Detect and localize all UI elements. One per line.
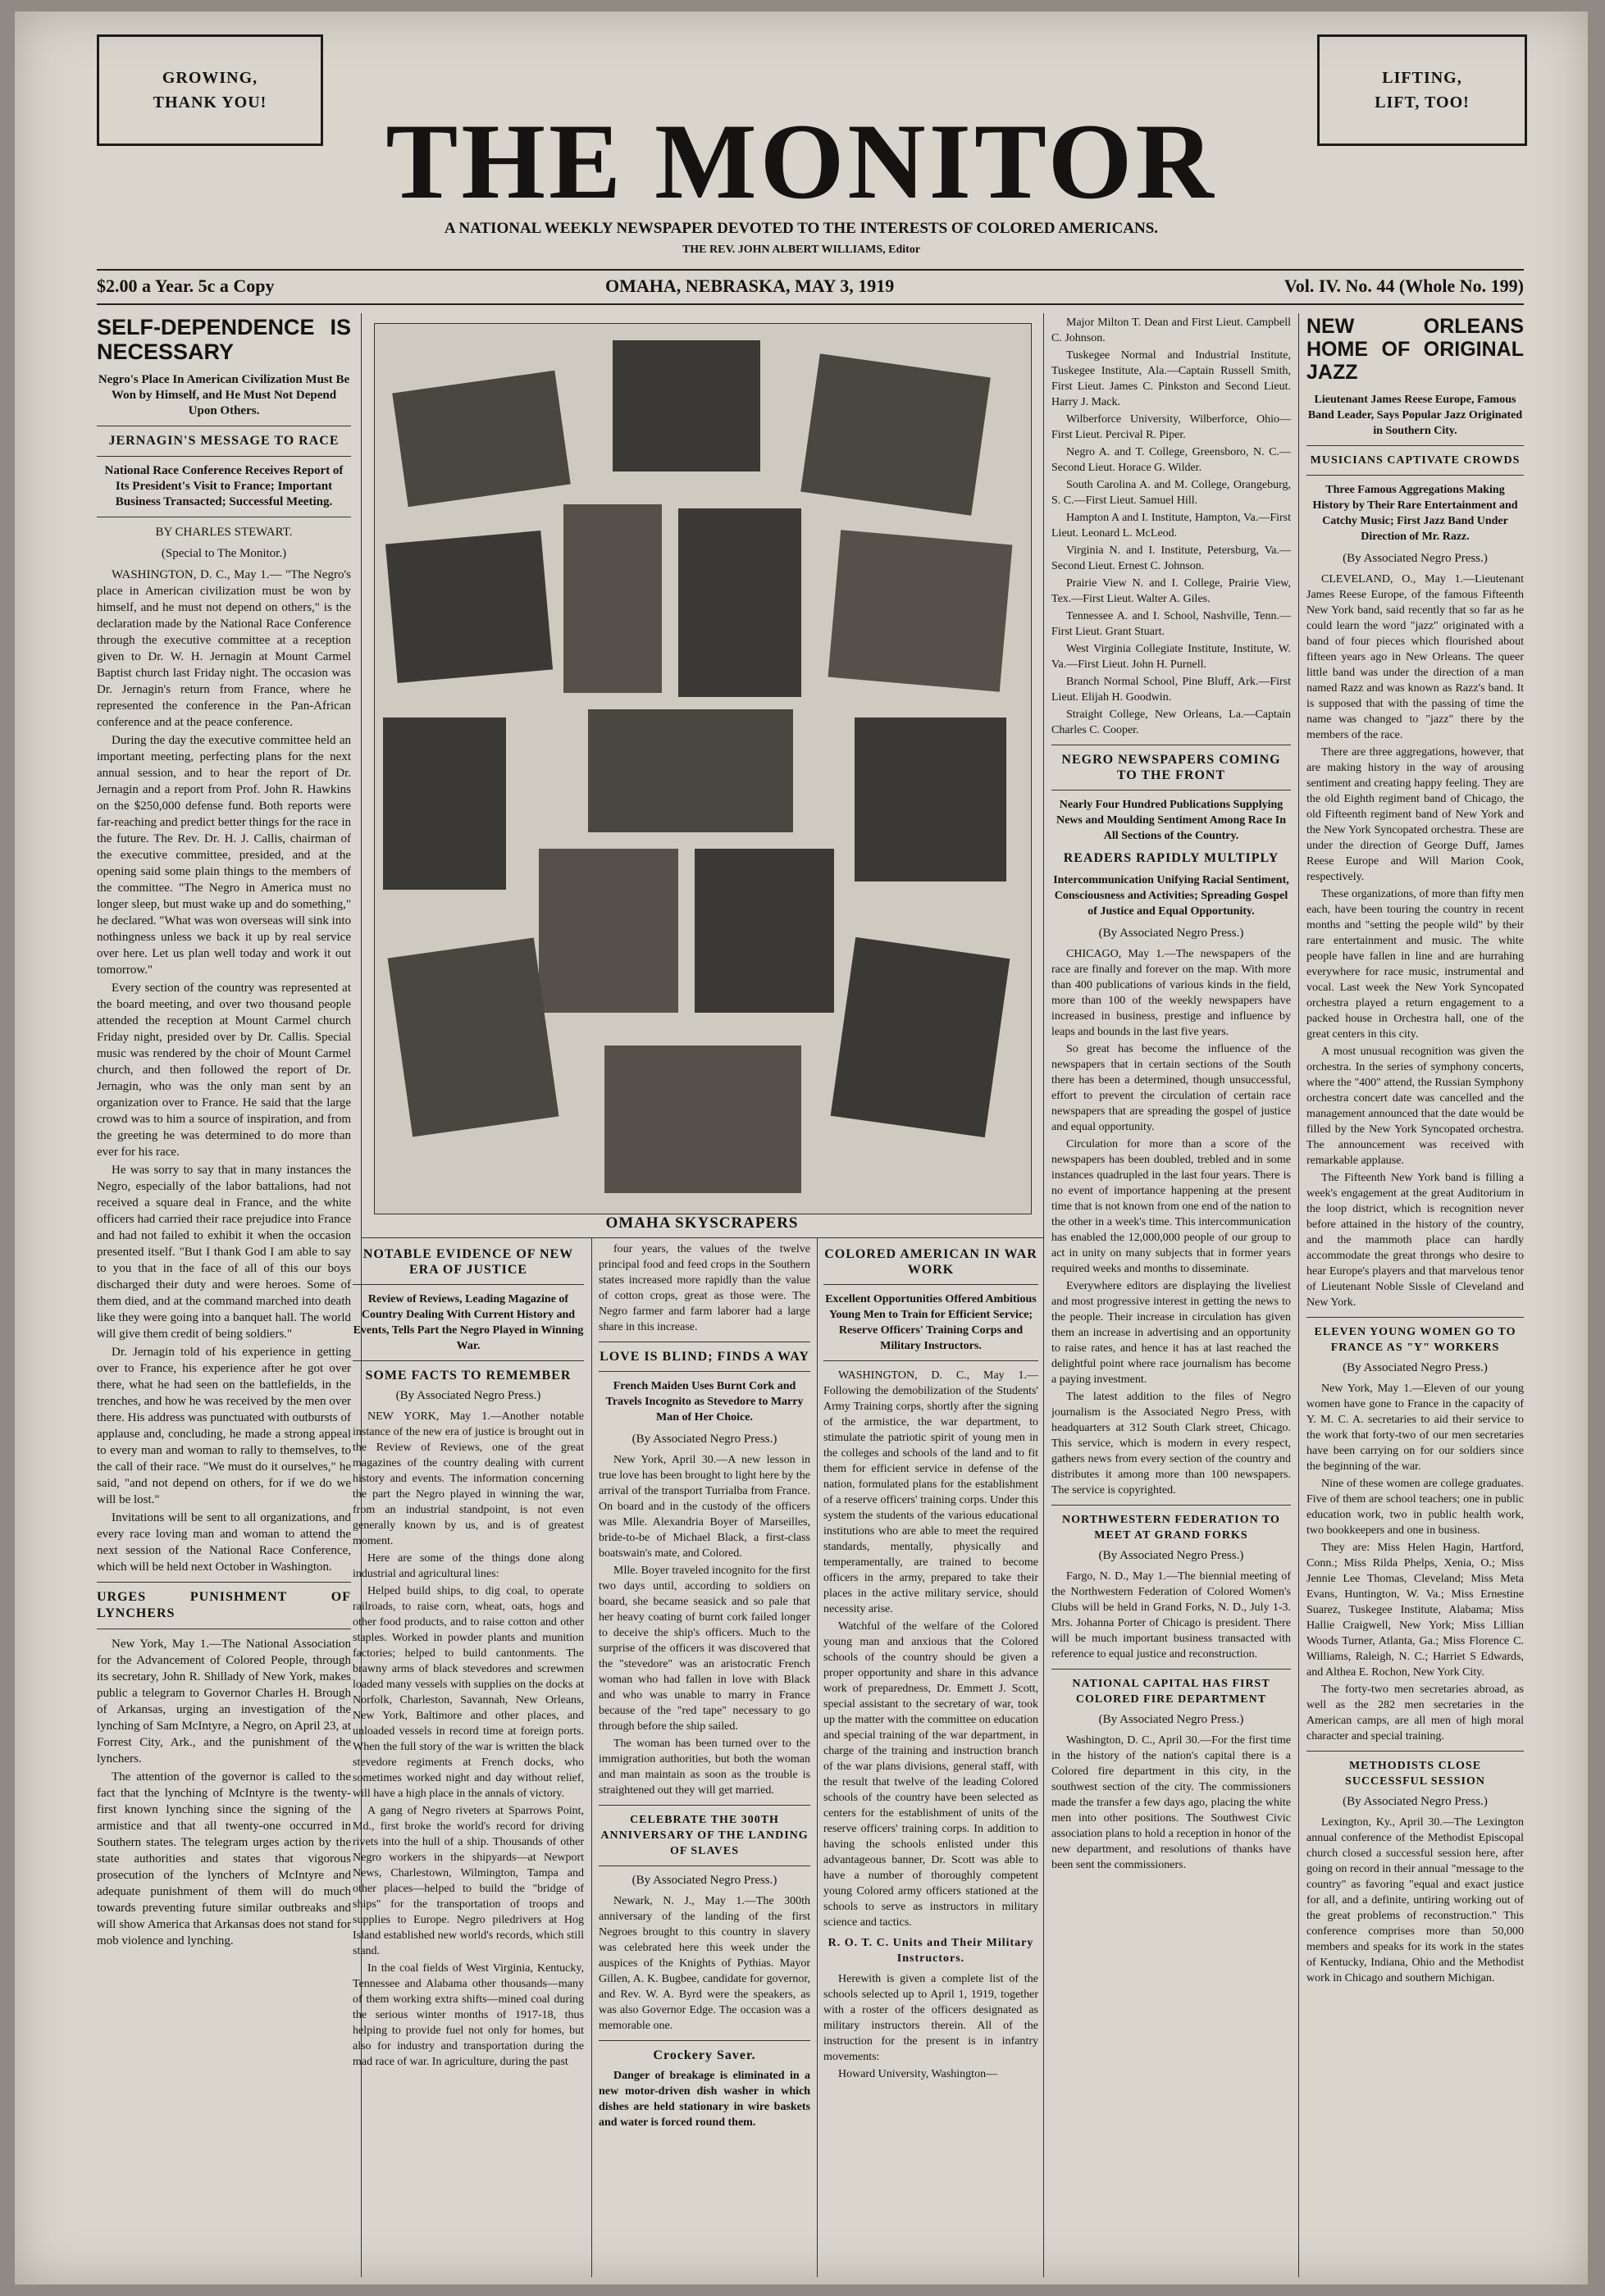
article-paragraph: A most unusual recognition was given the orchestra. In the series of symphony concerts, where the "400" attend, the Russian Symphony orchestra concert date was cancelled and the management announced that the date would be filled by the New York Syncopated orchestra. The announcement was received with remarkable applause. (1306, 1046, 1524, 1167)
list-item: Straight College, New Orleans, La.—Captain Charles C. Cooper. (1051, 708, 1291, 736)
horizontal-rule (361, 1237, 1044, 1238)
list-item: Tennessee A. and I. School, Nashville, Tenn.—First Lieut. Grant Stuart. (1051, 610, 1291, 638)
building-photo (613, 340, 760, 472)
article-paragraph: He was sorry to say that in many instances the Negro, especially of the labor battalions, had not received a square deal in France, and the white officers had carried their race prejudice into France and had not failed to exhibit it when the occasion presented itself. "But I thank God I am able to say to you that in the face of all of this our boys discharged their duty and were heroes. Some of them died, and at the command marched into death like they were going into a banquet hall. The world will give them credit of being soldiers." (97, 1164, 351, 1341)
list-item: South Carolina A. and M. College, Orangeburg, S. C.—First Lieut. Samuel Hill. (1051, 479, 1291, 507)
press-credit: (By Associated Negro Press.) (1098, 1713, 1244, 1726)
deck: Intercommunication Unifying Racial Sentiment, Consciousness and Activities; Spreading Gospel of Justice and Equal Opportunity. (1053, 874, 1289, 918)
editor-line: THE REV. JOHN ALBERT WILLIAMS, Editor (682, 244, 921, 256)
list-item: Hampton A and I. Institute, Hampton, Va.—First Lieut. Leonard L. McLeod. (1051, 512, 1291, 540)
article-paragraph: New York, May 1.—The National Association for the Advancement of Colored People, through its secretary, John R. Shillady of New York, makes public a telegram to Governor Charles H. Brough of Arkansas, urging an investigation of the lynching of Sam McIntyre, a Negro, on April 23, at Forrest City, Ark., and the punishment of the lynchers. (97, 1638, 351, 1765)
rule (97, 1582, 351, 1583)
list-item: Prairie View N. and I. College, Prairie View, Tex.—First Lieut. Walter A. Giles. (1051, 577, 1291, 605)
article-paragraph: WASHINGTON, D. C., May 1.— Following the demobilization of the Students' Army Training corps, shortly after the signing of the armistice, the war department, to stimulate the patriotic spirit of young men in the colleges and schools of the land and to fit them for efficient service in defense of the nation, formulated plans for the establishment of a reserve officers' training corps. Under this system the students of the various educational institutions who are able to meet the required standards, mentally, physically and temperamentally, are trained to become officers in the army, prepared to take their places in the active military service, should necessity arise. (823, 1369, 1038, 1615)
headline-northwestern-federation: NORTHWESTERN FEDERATION TO MEET AT GRAND FORKS (1062, 1514, 1280, 1542)
deck: Lieutenant James Reese Europe, Famous Band Leader, Says Popular Jazz Originated in Southern City. (1307, 394, 1523, 437)
list-item: Negro A. and T. College, Greensboro, N. C.—Second Lieut. Horace G. Wilder. (1051, 446, 1291, 474)
headline-fire-department: NATIONAL CAPITAL HAS FIRST COLORED FIRE DEPARTMENT (1072, 1678, 1270, 1706)
article-paragraph: Mlle. Boyer traveled incognito for the first two days until, according to soldiers on board, she became seasick and so pale that her heavy coating of burnt cork failed longer to deceive the ship's officers. Much to the surprise of the officers it was discovered that the "stevedore" was an aristocratic French woman who had fallen in love with Black and who was unable to marry in France because of the "red tape" necessary to go through before the ship sailed. (599, 1565, 810, 1733)
subheadline-lynchers: URGES PUNISHMENT OF LYNCHERS (97, 1590, 351, 1620)
deck: French Maiden Uses Burnt Cork and Travels Incognito as Stevedore to Marry Man of Her Choice. (605, 1380, 804, 1424)
building-photo (539, 849, 678, 1013)
column-3 (599, 1241, 810, 2275)
subheadline: READERS RAPIDLY MULTIPLY (1063, 851, 1279, 865)
article-paragraph: A gang of Negro riveters at Sparrows Point, Md., first broke the world's record for driving rivets into the hull of a ship. Thousands of other Negro workers in the shipyards—at Newport News, Charlestown, Wilmington, Tampa and other places—helped to build the "bridge of ships" for the transportation of troops and supplies to Europe. Negro piledrivers at Hog Island established new world's records, which still stand. (353, 1805, 584, 1957)
rule (1051, 1669, 1291, 1670)
headline-original-jazz: NEW ORLEANS HOME OF ORIGINAL JAZZ (1306, 315, 1524, 384)
building-photo (383, 718, 506, 890)
article-paragraph: These organizations, of more than fifty men each, have been touring the country in recent months and "setting the people wild" by their rare entertainment and music. The white people have fallen in line and are hurrahing everywhere for race music, instrumental and vocal. Last week the New York Syncopated orchestra played a return engagement to a packed house in Orchestra hall, one of the great centers in this city. (1306, 888, 1524, 1041)
article-paragraph: Herewith is given a complete list of the schools selected up to April 1, 1919, together with a roster of the officers designated as military instructors therein. All of the instruction for the present is in infantry movements: (823, 1973, 1038, 2063)
press-credit: (By Associated Negro Press.) (1098, 1549, 1244, 1562)
article-paragraph: Helped build ships, to dig coal, to operate railroads, to raise corn, wheat, oats, hogs and other food products, and to raise cotton and other staples. Worked in powder plants and munition factories; helped to build cantonments. The brawny arms of black stevedores and screwmen loaded many vessels with supplies on the docks at Norfolk, Charleston, Savannah, New Orleans, New York, Baltimore and other places, and unloaded vessels in record time at foreign ports. When the full story of the war is written the black stevedore regiments at French docks, who sometimes worked night and day without relief, will have a high place in the annals of victory. (353, 1585, 584, 1800)
ear-right-line2: LIFT, TOO! (1375, 93, 1470, 112)
article-paragraph: The forty-two men secretaries abroad, as well as the 282 men secretaries in the American camps, are all men of high moral character and special training. (1306, 1683, 1524, 1742)
article-paragraph: CLEVELAND, O., May 1.—Lieutenant James Reese Europe, of the famous Fifteenth New York band, said recently that so far as he could learn the word "jazz" originated with a band of four pieces which flourished about fifteen years ago in New Orleans. The queer little band was under the direction of a man named Razz and was known as Razz's band. It is supposed that with the passing of time the name was changed to "jazz" there by the members of the race. (1306, 573, 1524, 741)
headline-300th-anniversary: CELEBRATE THE 300TH ANNIVERSARY OF THE LANDING OF SLAVES (600, 1814, 809, 1857)
article-paragraph: CHICAGO, May 1.—The newspapers of the race are finally and forever on the map. With more than 400 publications of various kinds in the field, more than 100 of the weekly newspapers have increased in business, prestige and influence by leaps and bounds in the last five years. (1051, 948, 1291, 1038)
article-paragraph: During the day the executive committee held an important meeting, perfecting plans for the next annual session, and to hear the report of Dr. Jernagin and a report from Prof. John R. Hawkins on the $250,000 defense fund. Both reports were far-reaching and predict better things for the race in the future. The Rev. Dr. H. J. Callis, chairman of the executive committee, presided, and at the opening said some plain things to the members of the committee. "The Negro in America must no longer sleep, but must wake up and do something," he declared. "What was won overseas will sink into nothingness unless we back it up by real service over here. Let us plan well today and work it out tomorrow." (97, 734, 351, 977)
building-photo (678, 508, 801, 697)
column-2 (353, 1241, 584, 2275)
rule (1306, 1751, 1524, 1752)
building-photo (388, 938, 559, 1137)
rule (1306, 475, 1524, 476)
article-paragraph: There are three aggregations, however, that are making history in the way of arousing sentiment and creating happy feeling. They are the old Eighth regiment band of Chicago, the old Fifteenth regiment band of New York and the New York Syncopated orchestra. These are under the direction of George Duff, James Reese Europe and Will Marion Cook, respectively. (1306, 746, 1524, 883)
building-photo (800, 353, 991, 516)
list-item: West Virginia Collegiate Institute, Institute, W. Va.—First Lieut. John H. Purnell. (1051, 643, 1291, 671)
special-note: (Special to The Monitor.) (161, 547, 287, 560)
ear-left-line2: THANK YOU! (153, 93, 267, 112)
place-date-text: OMAHA, NEBRASKA, MAY 3, 1919 (605, 276, 895, 296)
rule (599, 1371, 810, 1372)
headline-war-work: COLORED AMERICAN IN WAR WORK (824, 1247, 1037, 1277)
skyscraper-photo-collage (374, 323, 1032, 1214)
building-photo (855, 718, 1006, 882)
article-paragraph: The woman has been turned over to the immigration authorities, but both the woman and man maintain as soon as the trouble is straightened out they will get married. (599, 1738, 810, 1797)
masthead-subtitle: A NATIONAL WEEKLY NEWSPAPER DEVOTED TO THE INTERESTS OF COLORED AMERICANS. (444, 220, 1159, 237)
article-paragraph: Circulation for more than a score of the newspapers has been doubled, trebled and in some instances quadrupled in the last four years. There is no event of importance happening at the present time that is not known from one end of the nation to the other in a week's time. This intercommunication has enabled the 12,000,000 people of our group to act in unity on many subjects that in former years required weeks and months to disseminate. (1051, 1138, 1291, 1275)
press-credit: (By Associated Negro Press.) (632, 1433, 777, 1446)
price-text: $2.00 a Year. 5c a Copy (97, 276, 275, 296)
building-photo (588, 709, 793, 832)
article-paragraph: Dr. Jernagin told of his experience in getting over to France, his experience after he got over there, what he had seen on the battlefields, in the trenches, and how he was received by the men over there. His address was punctuated with outbursts of applause and, concluding, he made a strong appeal to every man and woman to rally to themselves, to the call of their race. "We must do it ourselves," he said, "and not depend on others, for if we do we will be lost." (97, 1346, 351, 1506)
crockery-saver-text: Danger of breakage is eliminated in a new motor-driven dish washer in which dishes are held stationary in wire baskets and water is forced round them. (599, 2070, 810, 2129)
list-item: Virginia N. and I. Institute, Petersburg, Va.—Second Lieut. Ernest C. Johnson. (1051, 544, 1291, 572)
rule (353, 1284, 584, 1285)
article-paragraph: They are: Miss Helen Hagin, Hartford, Conn.; Miss Rilda Phelps, Xenia, O.; Miss Jennie Lee Thomas, Cleveland; Miss Meta Evans, Huntington, W. Va.; Miss Ernestine Suarez, Tuskegee Institute, Alabama; Miss Hallie Craigwell, New York; Miss Lillian Woods Turner, Atlanta, Ga.; Miss Florence C. Williams, Raleigh, N. C.; Harriet S Edwards, and Althea E. Rochon, New York City. (1306, 1542, 1524, 1679)
deck: Negro's Place In American Civilization Must Be Won by Himself, and He Must Not Depend Upon Others. (98, 373, 350, 417)
building-photo (392, 371, 571, 507)
article-paragraph: Nine of these women are college graduates. Five of them are school teachers; one in public education work, two in public health work, two bookkeepers and one in business. (1306, 1478, 1524, 1537)
list-item: Tuskegee Normal and Industrial Institute, Tuskegee Institute, Ala.—Captain Russell Smith, First Lieut. James C. Pinkston and Second Lieut. Harry J. Mack. (1051, 349, 1291, 408)
article-paragraph: So great has become the influence of the newspapers that in certain sections of the South there has been a determined, though unsuccessful, effort to prevent the circulation of certain race newspapers that are spreading the gospel of justice and equal opportunity. (1051, 1043, 1291, 1133)
headline-self-dependence: SELF-DEPENDENCE IS NECESSARY (97, 315, 351, 364)
crockery-saver-head: Crockery Saver. (653, 2048, 756, 2062)
deck: National Race Conference Receives Report of Its President's Visit to France; Important Business Transacted; Successful Meeting. (104, 464, 344, 508)
headline-new-era-of-justice: NOTABLE EVIDENCE OF NEW ERA OF JUSTICE (362, 1247, 574, 1277)
subheadline-rotc: R. O. T. C. Units and Their Military Instructors. (828, 1937, 1034, 1965)
subheadline: SOME FACTS TO REMEMBER (365, 1369, 572, 1383)
deck: Three Famous Aggregations Making History by Their Rare Entertainment and Catchy Music; First Jazz Band Under Direction of Mr. Razz. (1312, 484, 1518, 543)
building-photo (385, 531, 553, 683)
column-rule (591, 1237, 592, 2277)
building-photo (563, 504, 662, 693)
press-credit: (By Associated Negro Press.) (1098, 927, 1244, 940)
headline-y-workers: ELEVEN YOUNG WOMEN GO TO FRANCE AS "Y" WORKERS (1314, 1326, 1516, 1354)
building-photo (604, 1046, 801, 1193)
article-paragraph: Everywhere editors are displaying the liveliest and most progressive interest in getting the news to the people. Their increase in circulation has given them an increase in advertising and an opportunity to raise rates, and hence it has at last reached the delightful point where race journalism has become a paying investment. (1051, 1280, 1291, 1386)
article-paragraph: Washington, D. C., April 30.—For the first time in the history of the nation's capital there is a Colored fire department in this city, in the southwest section of the city. The commissioners made the transfer a few days ago, placing the white men into other positions. The Southwest Civic association plans to hold a reception in honor of the new department, and resolutions of thanks have been sent the commissioners. (1051, 1734, 1291, 1871)
rule (1306, 445, 1524, 446)
building-photo (695, 849, 834, 1013)
building-photo (831, 937, 1010, 1137)
rule (97, 456, 351, 457)
dateline-bar (97, 269, 1524, 305)
volume-text: Vol. IV. No. 44 (Whole No. 199) (1284, 276, 1524, 296)
column-1 (97, 315, 351, 2275)
deck: Nearly Four Hundred Publications Supplying News and Moulding Sentiment Among Race In All Sections of the Country. (1056, 799, 1287, 842)
article-paragraph: New York, April 30.—A new lesson in true love has been brought to light here by the arrival of the transport Turrialba from France. On board and in the custody of the officers was Mlle. Alexandria Boyer of Marseilles, bride-to-be of Michael Black, a first-class boatswain's mate, and Colored. (599, 1454, 810, 1560)
column-4 (1051, 315, 1291, 2275)
column-5 (1306, 315, 1524, 2275)
masthead-title: THE MONITOR (385, 101, 1217, 221)
byline: BY CHARLES STEWART. (155, 526, 293, 539)
headline-negro-newspapers: NEGRO NEWSPAPERS COMING TO THE FRONT (1061, 753, 1281, 782)
rule (823, 1360, 1038, 1361)
rule (1306, 1317, 1524, 1318)
press-credit: (By Associated Negro Press.) (1343, 552, 1488, 565)
rule (1051, 1505, 1291, 1506)
article-paragraph: The attention of the governor is called to the fact that the lynching of McIntyre is the twenty-first known lynching since the signing of the armistice and that all twenty-one occurred in Southern states. The telegram urges action by the state authorities and states that vigorous prosecution of the lynchers of McIntyre and adequate punishment of them will do much towards preventing future similar outbreaks and will show America that Arkansas does not stand for mob violence and lynching. (97, 1770, 351, 1947)
press-credit: (By Associated Negro Press.) (632, 1874, 777, 1887)
article-paragraph: Fargo, N. D., May 1.—The biennial meeting of the Northwestern Federation of Colored Women's Clubs will be held in Grand Forks, N. D., July 1-3. Mrs. Johanna Porter of Chicago is president. There will be much important business transacted with reference to equal justice and reconstruction. (1051, 1570, 1291, 1660)
column-war-work (823, 1241, 1038, 2275)
collage-caption: OMAHA SKYSCRAPERS (605, 1214, 799, 1232)
subheadline: MUSICIANS CAPTIVATE CROWDS (1310, 454, 1521, 467)
article-paragraph: New York, May 1.—Eleven of our young women have gone to France in the capacity of Y. M. C. A. secretaries to aid their service to the work that forty-two of our men secretaries have been carrying on for our soldiers since the beginning of the war. (1306, 1383, 1524, 1473)
article-paragraph: The latest addition to the files of Negro journalism is the Associated Negro Press, with headquarters at 312 South Clark street, Chicago. This service, which is modern in every respect, gathers news from every section of the country and distributes it among more than 100 newspapers. The service is copyrighted. (1051, 1391, 1291, 1496)
article-paragraph: Lexington, Ky., April 30.—The Lexington annual conference of the Methodist Episcopal church closed a successful session here, after going on record in their annual "message to the country" as favoring "equal and exact justice for all, and a definite, untiring working out of the great problems of reconstruction." This conference comprises more than 50,000 members and speaks for its work in the states of Kentucky, Indiana, Ohio and the Methodist work in Chicago and southern Michigan. (1306, 1816, 1524, 1984)
article-paragraph: WASHINGTON, D. C., May 1.— "The Negro's place in American civilization must be won by himself, and he must not depend on others," is the declaration made by the National Race Conference through the executive committee at a reception given to Dr. W. H. Jernagin at Mount Carmel Baptist church last Friday night. The occasion was Dr. Jernagin's return from France, where he represented the conference in the Pan-African conference and at the peace conference. (97, 568, 351, 729)
article-paragraph: Every section of the country was represented at the board meeting, and over two thousand people attended the reception at Mount Carmel church Friday night, presided over by Dr. Callis. Special music was rendered by the choir of Mount Carmel church, and then followed the report of Dr. Jernagin, who was the only man sent by an organization over to France. He said that the large crowd was to him a source of inspiration, and from the greeting he was determined to do more than ever for his race. (97, 982, 351, 1159)
article-paragraph: Invitations will be sent to all organizations, and every race loving man and woman to attend the next session of the National Race Conference, which will be held next October in Washington. (97, 1511, 351, 1574)
deck: Review of Reviews, Leading Magazine of Country Dealing With Current History and Events, Tells Part the Negro Played in Winning War. (353, 1293, 584, 1352)
list-item: Major Milton T. Dean and First Lieut. Campbell C. Johnson. (1051, 317, 1291, 344)
newspaper-page (15, 11, 1588, 2285)
article-paragraph: Watchful of the welfare of the Colored young man and anxious that the Colored schools of the country should be given a proper opportunity and share in this advance work of preparedness, Dr. Emmett J. Scott, special assistant to the secretary of war, took up the matter with the committee on education and special training of the war department, in charge of the training and instruction branch of the war plans divisions, general staff, with the result that twelve of the leading Colored schools of the country have been selected as centers for the establishment of units of the reserve officers' training corps. In addition to having the schools enlisted under this advantageous banner, Dr. Scott was able to have a number of thoroughly competent young Colored army officers stationed at the schools to serve as instructors in military science and tactics. (823, 1620, 1038, 1929)
column-rule (817, 1237, 818, 2277)
article-paragraph: Howard University, Washington— (838, 2068, 998, 2080)
rule (599, 2040, 810, 2041)
subheadline: JERNAGIN'S MESSAGE TO RACE (108, 434, 340, 448)
article-paragraph: Newark, N. J., May 1.—The 300th anniversary of the landing of the first Negroes brought to this country in slavery was celebrated here this week under the auspices of the Knights of Pythias. Mayor Gillen, A. K. Bugbee, candidate for governor, and Rev. W. A. Byrd were the speakers, as was also Governor Edge. The occasion was a memorable one. (599, 1895, 810, 2032)
column-rule (1298, 313, 1299, 2277)
press-credit: (By Associated Negro Press.) (1343, 1795, 1488, 1808)
list-item: Branch Normal School, Pine Bluff, Ark.—First Lieut. Elijah H. Goodwin. (1051, 676, 1291, 704)
ear-left-line1: GROWING, (162, 69, 258, 87)
article-paragraph: Here are some of the things done along industrial and agricultural lines: (353, 1552, 584, 1580)
ear-right-line1: LIFTING, (1382, 69, 1462, 87)
column-rule (1043, 313, 1044, 2277)
deck: Excellent Opportunities Offered Ambitious Young Men to Train for Efficient Service; Reserve Officers' Training Corps and Military Instructors. (825, 1293, 1037, 1352)
press-credit: (By Associated Negro Press.) (395, 1389, 541, 1402)
list-item: Wilberforce University, Wilberforce, Ohio—First Lieut. Percival R. Piper. (1051, 413, 1291, 441)
article-paragraph: four years, the values of the twelve principal food and feed crops in the Southern states increased more rapidly than the value of cotton crops, great as those were. The Negro farmer and farm laborer had a large share in this increase. (599, 1243, 810, 1333)
press-credit: (By Associated Negro Press.) (1343, 1361, 1488, 1374)
article-paragraph: NEW YORK, May 1.—Another notable instance of the new era of justice is brought out in the Review of Reviews, one of the great magazines of the country dealing with current history and events. The information concerning the part the Negro played in winning the war, from an industrial standpoint, is not even generally known by us, and is of greatest moment. (353, 1410, 584, 1547)
rule (599, 1805, 810, 1806)
rule (823, 1284, 1038, 1285)
article-paragraph: In the coal fields of West Virginia, Kentucky, Tennessee and Alabama other thousands—many of them working extra shifts—mined coal during the serious winter months of 1917-18, thus helping to provide fuel not only for homes, but also for industry and transportation during the mad race of war. In agriculture, during the past (353, 1962, 584, 2068)
headline-methodists: METHODISTS CLOSE SUCCESSFUL SESSION (1345, 1760, 1485, 1788)
rule (353, 1360, 584, 1361)
headline-love-is-blind: LOVE IS BLIND; FINDS A WAY (600, 1350, 809, 1364)
building-photo (828, 530, 1013, 692)
article-paragraph: The Fifteenth New York band is filling a week's engagement at the great Auditorium in the loop district, which is recognition never before attained in the history of the country, and the mammoth place can hardly accommodate the great throngs who desire to hear Europe's players and that marvelous tenor of Lieutenant Noble Sissle of Cleveland and New York. (1306, 1172, 1524, 1309)
